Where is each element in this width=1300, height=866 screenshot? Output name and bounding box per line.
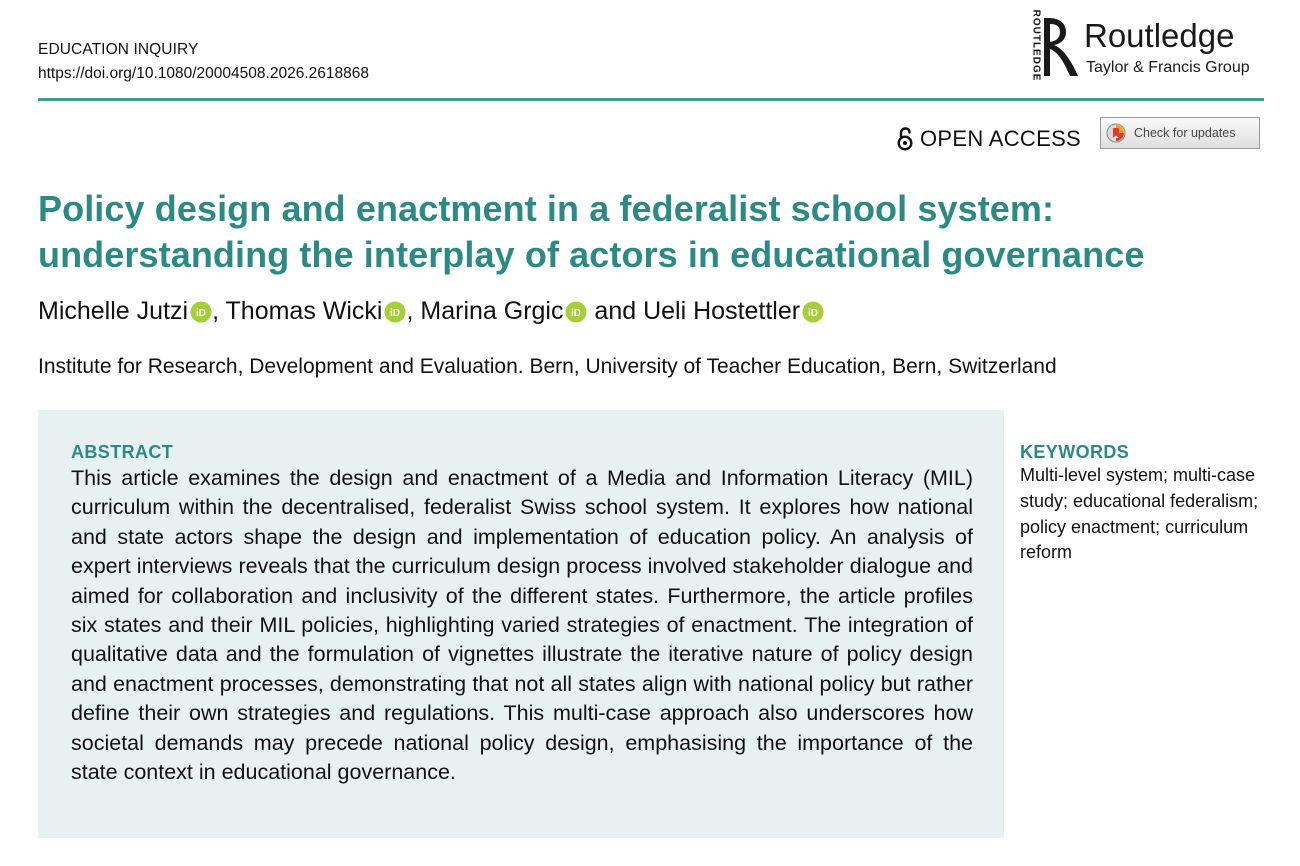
orcid-icon[interactable] (384, 301, 406, 323)
crossmark-icon (1106, 123, 1126, 143)
author-name[interactable]: Marina Grgic (420, 297, 564, 325)
affiliation: Institute for Research, Development and Evaluation. Bern, University of Teacher Education, Bern, Switzerland (38, 355, 1057, 378)
author-separator: , (406, 297, 421, 325)
abstract-text: This article examines the design and enactment of a Media and Information Literacy (MIL) curriculum within the decentralised, federalist Swiss school system. It explores how national and state actors shape the design and implementation of education policy. An analysis of expert interviews reveals that the curriculum design process involved stakeholder dialogue and aimed for collaboration and inclusivity of the different states. Furthermore, the article profiles six states and their MIL policies, highlighting varied strategies of enactment. The integration of qualitative data and the formulation of vignettes illustrate the iterative nature of policy design and enactment processes, demonstrating that not all states align with national policy but rather define their own strategies and regulations. This multi-case approach also underscores how societal demands may precede national policy design, emphasising the importance of the state context in educational governance. (71, 466, 973, 785)
svg-text:iD: iD (571, 308, 582, 319)
publisher-logo[interactable] (1026, 9, 1266, 84)
orcid-icon[interactable] (190, 301, 212, 323)
abstract-box (38, 410, 1004, 838)
logo-vertical-text: ROUTLEDGE (1030, 9, 1042, 82)
check-for-updates-label: Check for updates (1134, 126, 1236, 140)
author-name[interactable]: Ueli Hostettler (643, 297, 801, 325)
keywords-heading: KEYWORDS (1020, 442, 1130, 462)
header-divider (38, 98, 1264, 101)
svg-text:iD: iD (196, 308, 207, 319)
author-separator: and (587, 297, 644, 325)
svg-text:iD: iD (808, 308, 819, 319)
doi-link[interactable]: https://doi.org/10.1080/20004508.2026.2618868 (38, 65, 369, 82)
abstract-heading: ABSTRACT (71, 442, 174, 462)
author-separator: , (212, 297, 226, 325)
article-title: Policy design and enactment in a federalist school system: understanding the interplay of actors in educational governance (38, 188, 1145, 275)
publisher-name: Routledge (1084, 17, 1235, 54)
open-lock-icon (896, 127, 914, 151)
open-access-badge (896, 124, 1081, 154)
journal-header (38, 38, 369, 86)
keywords-text: Multi-level system; multi-case study; educational federalism; policy enactment; curriculum reform (1020, 465, 1259, 563)
routledge-r-icon (1044, 16, 1080, 78)
author-list (38, 294, 824, 328)
publisher-group: Taylor & Francis Group (1086, 59, 1250, 76)
author-name[interactable]: Thomas Wicki (225, 297, 383, 325)
author-name[interactable]: Michelle Jutzi (38, 297, 189, 325)
open-access-label: OPEN ACCESS (920, 126, 1082, 151)
svg-text:iD: iD (390, 308, 401, 319)
orcid-icon[interactable] (802, 301, 824, 323)
orcid-icon[interactable] (565, 301, 587, 323)
check-for-updates-button[interactable] (1100, 117, 1260, 149)
journal-name: EDUCATION INQUIRY (38, 41, 199, 58)
